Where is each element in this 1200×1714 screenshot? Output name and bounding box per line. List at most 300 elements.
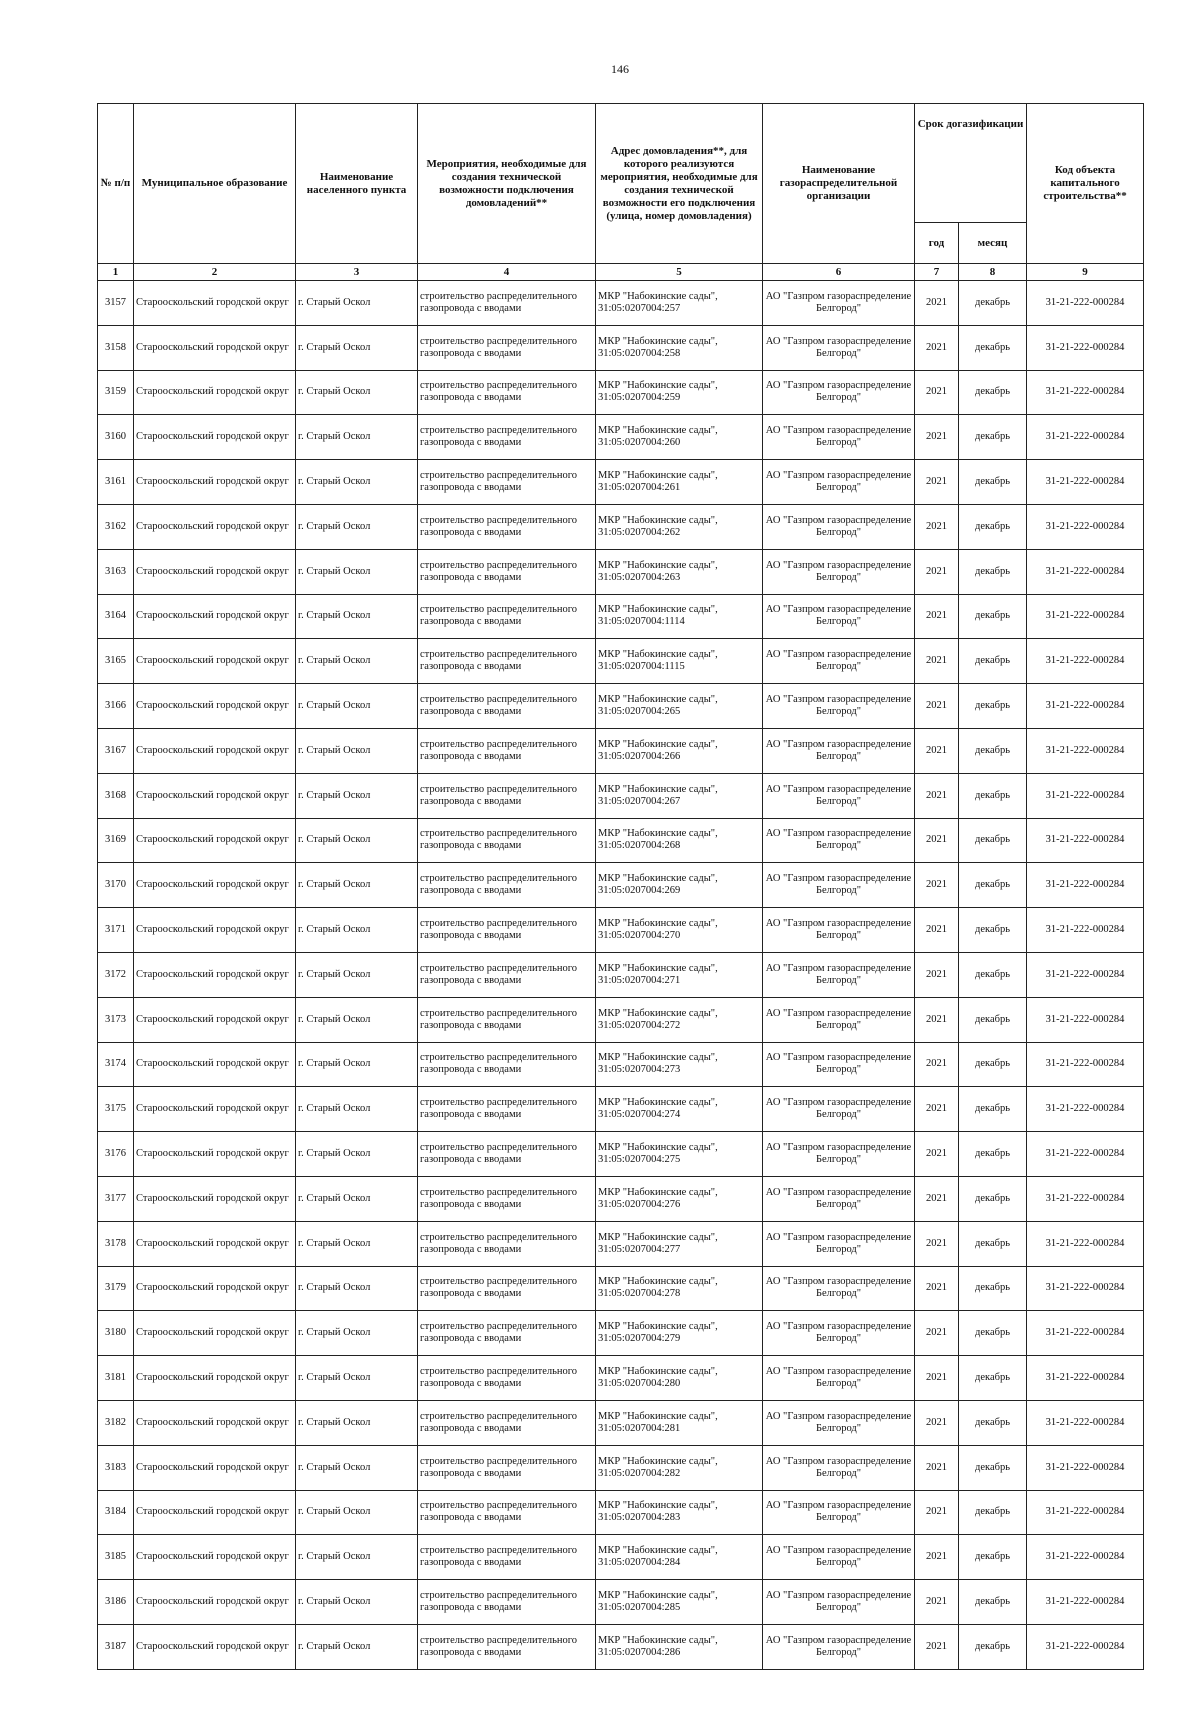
row-year: 2021 xyxy=(915,639,959,684)
table-row xyxy=(98,370,1144,415)
row-number: 3158 xyxy=(98,325,134,370)
row-year: 2021 xyxy=(915,1580,959,1625)
row-locality: г. Старый Оскол xyxy=(296,1311,418,1356)
row-organization: АО "Газпром газораспределение Белгород" xyxy=(763,281,915,326)
row-month: декабрь xyxy=(959,504,1027,549)
row-locality: г. Старый Оскол xyxy=(296,460,418,505)
row-locality: г. Старый Оскол xyxy=(296,1176,418,1221)
row-year: 2021 xyxy=(915,281,959,326)
row-activity: строительство распределительного газопровода с вводами xyxy=(418,549,596,594)
row-year: 2021 xyxy=(915,818,959,863)
row-number: 3163 xyxy=(98,549,134,594)
column-number: 6 xyxy=(763,264,915,281)
row-year: 2021 xyxy=(915,1535,959,1580)
column-number: 2 xyxy=(134,264,296,281)
row-organization: АО "Газпром газораспределение Белгород" xyxy=(763,1356,915,1401)
table-row xyxy=(98,415,1144,460)
row-municipality: Старооскольский городской округ xyxy=(134,1087,296,1132)
row-code: 31-21-222-000284 xyxy=(1027,281,1144,326)
table-row xyxy=(98,773,1144,818)
header-month: месяц xyxy=(959,223,1027,264)
row-municipality: Старооскольский городской округ xyxy=(134,549,296,594)
table-row xyxy=(98,1490,1144,1535)
row-municipality: Старооскольский городской округ xyxy=(134,281,296,326)
row-address: МКР "Набокинские сады", 31:05:0207004:272 xyxy=(596,997,763,1042)
row-activity: строительство распределительного газопровода с вводами xyxy=(418,1445,596,1490)
row-organization: АО "Газпром газораспределение Белгород" xyxy=(763,773,915,818)
row-number: 3185 xyxy=(98,1535,134,1580)
row-code: 31-21-222-000284 xyxy=(1027,863,1144,908)
row-address: МКР "Набокинские сады", 31:05:0207004:285 xyxy=(596,1580,763,1625)
row-year: 2021 xyxy=(915,1087,959,1132)
row-address: МКР "Набокинские сады", 31:05:0207004:286 xyxy=(596,1624,763,1669)
row-address: МКР "Набокинские сады", 31:05:0207004:281 xyxy=(596,1400,763,1445)
row-month: декабрь xyxy=(959,639,1027,684)
row-activity: строительство распределительного газопровода с вводами xyxy=(418,1580,596,1625)
table-row xyxy=(98,818,1144,863)
row-month: декабрь xyxy=(959,1132,1027,1177)
row-organization: АО "Газпром газораспределение Белгород" xyxy=(763,1266,915,1311)
row-number: 3174 xyxy=(98,1042,134,1087)
table-row xyxy=(98,684,1144,729)
row-address: МКР "Набокинские сады", 31:05:0207004:260 xyxy=(596,415,763,460)
row-number: 3186 xyxy=(98,1580,134,1625)
row-activity: строительство распределительного газопровода с вводами xyxy=(418,370,596,415)
row-locality: г. Старый Оскол xyxy=(296,1087,418,1132)
row-activity: строительство распределительного газопровода с вводами xyxy=(418,773,596,818)
row-month: декабрь xyxy=(959,1445,1027,1490)
row-activity: строительство распределительного газопровода с вводами xyxy=(418,1132,596,1177)
row-address: МКР "Набокинские сады", 31:05:0207004:283 xyxy=(596,1490,763,1535)
row-code: 31-21-222-000284 xyxy=(1027,1266,1144,1311)
row-activity: строительство распределительного газопровода с вводами xyxy=(418,325,596,370)
row-code: 31-21-222-000284 xyxy=(1027,818,1144,863)
row-address: МКР "Набокинские сады", 31:05:0207004:278 xyxy=(596,1266,763,1311)
column-number: 5 xyxy=(596,264,763,281)
row-municipality: Старооскольский городской округ xyxy=(134,684,296,729)
row-number: 3157 xyxy=(98,281,134,326)
row-locality: г. Старый Оскол xyxy=(296,639,418,684)
row-year: 2021 xyxy=(915,594,959,639)
row-code: 31-21-222-000284 xyxy=(1027,1400,1144,1445)
header-address: Адрес домовладения**, для которого реализуются мероприятия, необходимые для создания технической возможности его подключения (улица, номер домовладения) xyxy=(596,104,763,264)
row-organization: АО "Газпром газораспределение Белгород" xyxy=(763,818,915,863)
row-code: 31-21-222-000284 xyxy=(1027,952,1144,997)
table-row xyxy=(98,504,1144,549)
row-number: 3170 xyxy=(98,863,134,908)
row-municipality: Старооскольский городской округ xyxy=(134,818,296,863)
header-code: Код объекта капитального строительства** xyxy=(1027,104,1144,264)
row-address: МКР "Набокинские сады", 31:05:0207004:279 xyxy=(596,1311,763,1356)
row-activity: строительство распределительного газопровода с вводами xyxy=(418,1221,596,1266)
row-organization: АО "Газпром газораспределение Белгород" xyxy=(763,1580,915,1625)
row-code: 31-21-222-000284 xyxy=(1027,325,1144,370)
row-code: 31-21-222-000284 xyxy=(1027,997,1144,1042)
row-code: 31-21-222-000284 xyxy=(1027,773,1144,818)
row-number: 3178 xyxy=(98,1221,134,1266)
row-municipality: Старооскольский городской округ xyxy=(134,1221,296,1266)
row-month: декабрь xyxy=(959,1221,1027,1266)
row-code: 31-21-222-000284 xyxy=(1027,594,1144,639)
row-locality: г. Старый Оскол xyxy=(296,549,418,594)
row-month: декабрь xyxy=(959,1400,1027,1445)
header-deadline: Срок догазификации xyxy=(915,104,1027,223)
row-organization: АО "Газпром газораспределение Белгород" xyxy=(763,594,915,639)
row-locality: г. Старый Оскол xyxy=(296,1221,418,1266)
table-row xyxy=(98,952,1144,997)
table-row xyxy=(98,1580,1144,1625)
row-organization: АО "Газпром газораспределение Белгород" xyxy=(763,863,915,908)
row-organization: АО "Газпром газораспределение Белгород" xyxy=(763,370,915,415)
row-code: 31-21-222-000284 xyxy=(1027,684,1144,729)
row-activity: строительство распределительного газопровода с вводами xyxy=(418,1624,596,1669)
row-locality: г. Старый Оскол xyxy=(296,1490,418,1535)
row-organization: АО "Газпром газораспределение Белгород" xyxy=(763,415,915,460)
row-municipality: Старооскольский городской округ xyxy=(134,325,296,370)
header-organization: Наименование газораспределительной организации xyxy=(763,104,915,264)
row-year: 2021 xyxy=(915,504,959,549)
row-locality: г. Старый Оскол xyxy=(296,281,418,326)
column-numbers-row xyxy=(98,264,1144,281)
row-code: 31-21-222-000284 xyxy=(1027,1445,1144,1490)
row-number: 3171 xyxy=(98,908,134,953)
table-row xyxy=(98,1400,1144,1445)
row-year: 2021 xyxy=(915,1042,959,1087)
row-address: МКР "Набокинские сады", 31:05:0207004:265 xyxy=(596,684,763,729)
row-activity: строительство распределительного газопровода с вводами xyxy=(418,818,596,863)
row-month: декабрь xyxy=(959,1356,1027,1401)
row-locality: г. Старый Оскол xyxy=(296,952,418,997)
row-year: 2021 xyxy=(915,908,959,953)
column-number: 7 xyxy=(915,264,959,281)
row-code: 31-21-222-000284 xyxy=(1027,1132,1144,1177)
row-municipality: Старооскольский городской округ xyxy=(134,863,296,908)
row-organization: АО "Газпром газораспределение Белгород" xyxy=(763,460,915,505)
row-address: МКР "Набокинские сады", 31:05:0207004:275 xyxy=(596,1132,763,1177)
table-row xyxy=(98,863,1144,908)
row-code: 31-21-222-000284 xyxy=(1027,1311,1144,1356)
header-activity: Мероприятия, необходимые для создания технической возможности подключения домовладений** xyxy=(418,104,596,264)
row-locality: г. Старый Оскол xyxy=(296,1580,418,1625)
row-code: 31-21-222-000284 xyxy=(1027,1176,1144,1221)
row-municipality: Старооскольский городской округ xyxy=(134,1400,296,1445)
row-municipality: Старооскольский городской округ xyxy=(134,1176,296,1221)
row-activity: строительство распределительного газопровода с вводами xyxy=(418,684,596,729)
row-number: 3175 xyxy=(98,1087,134,1132)
row-address: МКР "Набокинские сады", 31:05:0207004:274 xyxy=(596,1087,763,1132)
row-number: 3160 xyxy=(98,415,134,460)
row-month: декабрь xyxy=(959,1311,1027,1356)
column-number: 4 xyxy=(418,264,596,281)
row-address: МКР "Набокинские сады", 31:05:0207004:258 xyxy=(596,325,763,370)
row-organization: АО "Газпром газораспределение Белгород" xyxy=(763,997,915,1042)
row-activity: строительство распределительного газопровода с вводами xyxy=(418,281,596,326)
row-code: 31-21-222-000284 xyxy=(1027,1490,1144,1535)
row-activity: строительство распределительного газопровода с вводами xyxy=(418,460,596,505)
row-code: 31-21-222-000284 xyxy=(1027,639,1144,684)
row-municipality: Старооскольский городской округ xyxy=(134,1311,296,1356)
row-municipality: Старооскольский городской округ xyxy=(134,1624,296,1669)
table-row xyxy=(98,1311,1144,1356)
row-number: 3166 xyxy=(98,684,134,729)
row-activity: строительство распределительного газопровода с вводами xyxy=(418,1042,596,1087)
row-address: МКР "Набокинские сады", 31:05:0207004:266 xyxy=(596,728,763,773)
row-month: декабрь xyxy=(959,728,1027,773)
row-year: 2021 xyxy=(915,773,959,818)
row-municipality: Старооскольский городской округ xyxy=(134,415,296,460)
table-body xyxy=(98,281,1144,1670)
table-row xyxy=(98,460,1144,505)
row-address: МКР "Набокинские сады", 31:05:0207004:268 xyxy=(596,818,763,863)
row-municipality: Старооскольский городской округ xyxy=(134,1266,296,1311)
row-address: МКР "Набокинские сады", 31:05:0207004:271 xyxy=(596,952,763,997)
row-activity: строительство распределительного газопровода с вводами xyxy=(418,1266,596,1311)
row-year: 2021 xyxy=(915,415,959,460)
row-address: МКР "Набокинские сады", 31:05:0207004:277 xyxy=(596,1221,763,1266)
row-number: 3167 xyxy=(98,728,134,773)
row-address: МКР "Набокинские сады", 31:05:0207004:263 xyxy=(596,549,763,594)
row-organization: АО "Газпром газораспределение Белгород" xyxy=(763,1624,915,1669)
row-locality: г. Старый Оскол xyxy=(296,997,418,1042)
row-year: 2021 xyxy=(915,1176,959,1221)
row-number: 3159 xyxy=(98,370,134,415)
row-locality: г. Старый Оскол xyxy=(296,1400,418,1445)
row-number: 3176 xyxy=(98,1132,134,1177)
row-locality: г. Старый Оскол xyxy=(296,728,418,773)
row-code: 31-21-222-000284 xyxy=(1027,504,1144,549)
row-month: декабрь xyxy=(959,1042,1027,1087)
row-year: 2021 xyxy=(915,325,959,370)
row-code: 31-21-222-000284 xyxy=(1027,1624,1144,1669)
table-row xyxy=(98,1445,1144,1490)
row-address: МКР "Набокинские сады", 31:05:0207004:262 xyxy=(596,504,763,549)
row-address: МКР "Набокинские сады", 31:05:0207004:267 xyxy=(596,773,763,818)
row-organization: АО "Газпром газораспределение Белгород" xyxy=(763,952,915,997)
row-locality: г. Старый Оскол xyxy=(296,908,418,953)
row-number: 3183 xyxy=(98,1445,134,1490)
row-locality: г. Старый Оскол xyxy=(296,370,418,415)
table-row xyxy=(98,639,1144,684)
row-number: 3180 xyxy=(98,1311,134,1356)
row-year: 2021 xyxy=(915,863,959,908)
row-number: 3168 xyxy=(98,773,134,818)
table-row xyxy=(98,1624,1144,1669)
row-month: декабрь xyxy=(959,684,1027,729)
column-number: 8 xyxy=(959,264,1027,281)
table-row xyxy=(98,1356,1144,1401)
table-row xyxy=(98,1221,1144,1266)
row-number: 3184 xyxy=(98,1490,134,1535)
row-month: декабрь xyxy=(959,415,1027,460)
row-locality: г. Старый Оскол xyxy=(296,1266,418,1311)
header-no: № п/п xyxy=(98,104,134,264)
row-activity: строительство распределительного газопровода с вводами xyxy=(418,1176,596,1221)
row-organization: АО "Газпром газораспределение Белгород" xyxy=(763,1445,915,1490)
row-year: 2021 xyxy=(915,1356,959,1401)
row-locality: г. Старый Оскол xyxy=(296,1535,418,1580)
row-year: 2021 xyxy=(915,1400,959,1445)
row-number: 3179 xyxy=(98,1266,134,1311)
row-number: 3165 xyxy=(98,639,134,684)
row-organization: АО "Газпром газораспределение Белгород" xyxy=(763,1221,915,1266)
row-locality: г. Старый Оскол xyxy=(296,1356,418,1401)
row-organization: АО "Газпром газораспределение Белгород" xyxy=(763,1311,915,1356)
row-activity: строительство распределительного газопровода с вводами xyxy=(418,415,596,460)
row-locality: г. Старый Оскол xyxy=(296,415,418,460)
row-locality: г. Старый Оскол xyxy=(296,1132,418,1177)
row-code: 31-21-222-000284 xyxy=(1027,1580,1144,1625)
table-row xyxy=(98,1266,1144,1311)
row-number: 3173 xyxy=(98,997,134,1042)
row-municipality: Старооскольский городской округ xyxy=(134,908,296,953)
row-activity: строительство распределительного газопровода с вводами xyxy=(418,728,596,773)
row-activity: строительство распределительного газопровода с вводами xyxy=(418,639,596,684)
row-activity: строительство распределительного газопровода с вводами xyxy=(418,594,596,639)
row-code: 31-21-222-000284 xyxy=(1027,728,1144,773)
row-organization: АО "Газпром газораспределение Белгород" xyxy=(763,684,915,729)
row-address: МКР "Набокинские сады", 31:05:0207004:257 xyxy=(596,281,763,326)
row-year: 2021 xyxy=(915,549,959,594)
row-address: МКР "Набокинские сады", 31:05:0207004:261 xyxy=(596,460,763,505)
row-year: 2021 xyxy=(915,728,959,773)
row-municipality: Старооскольский городской округ xyxy=(134,504,296,549)
row-month: декабрь xyxy=(959,1624,1027,1669)
row-number: 3172 xyxy=(98,952,134,997)
row-year: 2021 xyxy=(915,1490,959,1535)
row-activity: строительство распределительного газопровода с вводами xyxy=(418,997,596,1042)
table-row xyxy=(98,1087,1144,1132)
row-locality: г. Старый Оскол xyxy=(296,594,418,639)
row-number: 3162 xyxy=(98,504,134,549)
header-locality: Наименование населенного пункта xyxy=(296,104,418,264)
row-address: МКР "Набокинские сады", 31:05:0207004:282 xyxy=(596,1445,763,1490)
row-month: декабрь xyxy=(959,281,1027,326)
row-locality: г. Старый Оскол xyxy=(296,863,418,908)
row-year: 2021 xyxy=(915,1266,959,1311)
row-municipality: Старооскольский городской округ xyxy=(134,997,296,1042)
table-row xyxy=(98,1132,1144,1177)
row-number: 3161 xyxy=(98,460,134,505)
row-address: МКР "Набокинские сады", 31:05:0207004:280 xyxy=(596,1356,763,1401)
row-year: 2021 xyxy=(915,952,959,997)
row-municipality: Старооскольский городской округ xyxy=(134,594,296,639)
row-month: декабрь xyxy=(959,952,1027,997)
row-year: 2021 xyxy=(915,684,959,729)
row-month: декабрь xyxy=(959,818,1027,863)
row-year: 2021 xyxy=(915,997,959,1042)
table-row xyxy=(98,281,1144,326)
row-address: МКР "Набокинские сады", 31:05:0207004:1115 xyxy=(596,639,763,684)
row-locality: г. Старый Оскол xyxy=(296,684,418,729)
row-locality: г. Старый Оскол xyxy=(296,1042,418,1087)
row-organization: АО "Газпром газораспределение Белгород" xyxy=(763,504,915,549)
row-organization: АО "Газпром газораспределение Белгород" xyxy=(763,1132,915,1177)
row-year: 2021 xyxy=(915,460,959,505)
row-municipality: Старооскольский городской округ xyxy=(134,1445,296,1490)
row-organization: АО "Газпром газораспределение Белгород" xyxy=(763,1535,915,1580)
page-number: 146 xyxy=(611,62,629,76)
row-month: декабрь xyxy=(959,460,1027,505)
header-municipality: Муниципальное образование xyxy=(134,104,296,264)
row-month: декабрь xyxy=(959,997,1027,1042)
row-month: декабрь xyxy=(959,1266,1027,1311)
row-activity: строительство распределительного газопровода с вводами xyxy=(418,908,596,953)
row-address: МКР "Набокинские сады", 31:05:0207004:259 xyxy=(596,370,763,415)
row-code: 31-21-222-000284 xyxy=(1027,1221,1144,1266)
row-code: 31-21-222-000284 xyxy=(1027,1535,1144,1580)
row-address: МКР "Набокинские сады", 31:05:0207004:276 xyxy=(596,1176,763,1221)
column-number: 1 xyxy=(98,264,134,281)
row-activity: строительство распределительного газопровода с вводами xyxy=(418,1490,596,1535)
row-code: 31-21-222-000284 xyxy=(1027,1087,1144,1132)
row-code: 31-21-222-000284 xyxy=(1027,460,1144,505)
row-activity: строительство распределительного газопровода с вводами xyxy=(418,1311,596,1356)
row-organization: АО "Газпром газораспределение Белгород" xyxy=(763,1087,915,1132)
row-municipality: Старооскольский городской округ xyxy=(134,773,296,818)
table-row xyxy=(98,1535,1144,1580)
row-month: декабрь xyxy=(959,1490,1027,1535)
row-address: МКР "Набокинские сады", 31:05:0207004:270 xyxy=(596,908,763,953)
table-row xyxy=(98,549,1144,594)
table-row xyxy=(98,908,1144,953)
row-activity: строительство распределительного газопровода с вводами xyxy=(418,504,596,549)
row-municipality: Старооскольский городской округ xyxy=(134,460,296,505)
table-row xyxy=(98,1176,1144,1221)
row-year: 2021 xyxy=(915,1311,959,1356)
row-number: 3181 xyxy=(98,1356,134,1401)
row-code: 31-21-222-000284 xyxy=(1027,1356,1144,1401)
row-organization: АО "Газпром газораспределение Белгород" xyxy=(763,549,915,594)
row-year: 2021 xyxy=(915,1624,959,1669)
row-month: декабрь xyxy=(959,1535,1027,1580)
row-month: декабрь xyxy=(959,549,1027,594)
row-address: МКР "Набокинские сады", 31:05:0207004:273 xyxy=(596,1042,763,1087)
row-month: декабрь xyxy=(959,908,1027,953)
header-year: год xyxy=(915,223,959,264)
row-municipality: Старооскольский городской округ xyxy=(134,1535,296,1580)
column-number: 3 xyxy=(296,264,418,281)
row-year: 2021 xyxy=(915,1221,959,1266)
row-municipality: Старооскольский городской округ xyxy=(134,1580,296,1625)
row-locality: г. Старый Оскол xyxy=(296,1445,418,1490)
table-row xyxy=(98,1042,1144,1087)
row-locality: г. Старый Оскол xyxy=(296,325,418,370)
column-number: 9 xyxy=(1027,264,1144,281)
row-month: декабрь xyxy=(959,1176,1027,1221)
row-address: МКР "Набокинские сады", 31:05:0207004:284 xyxy=(596,1535,763,1580)
row-organization: АО "Газпром газораспределение Белгород" xyxy=(763,639,915,684)
row-locality: г. Старый Оскол xyxy=(296,504,418,549)
row-municipality: Старооскольский городской округ xyxy=(134,370,296,415)
row-locality: г. Старый Оскол xyxy=(296,1624,418,1669)
row-number: 3164 xyxy=(98,594,134,639)
row-municipality: Старооскольский городской округ xyxy=(134,728,296,773)
table-row xyxy=(98,728,1144,773)
row-code: 31-21-222-000284 xyxy=(1027,1042,1144,1087)
table-row xyxy=(98,594,1144,639)
row-activity: строительство распределительного газопровода с вводами xyxy=(418,863,596,908)
row-month: декабрь xyxy=(959,325,1027,370)
table-row xyxy=(98,325,1144,370)
row-locality: г. Старый Оскол xyxy=(296,818,418,863)
row-month: декабрь xyxy=(959,594,1027,639)
row-year: 2021 xyxy=(915,1132,959,1177)
table-row xyxy=(98,997,1144,1042)
row-municipality: Старооскольский городской округ xyxy=(134,639,296,684)
row-activity: строительство распределительного газопровода с вводами xyxy=(418,1087,596,1132)
row-organization: АО "Газпром газораспределение Белгород" xyxy=(763,1490,915,1535)
row-month: декабрь xyxy=(959,863,1027,908)
